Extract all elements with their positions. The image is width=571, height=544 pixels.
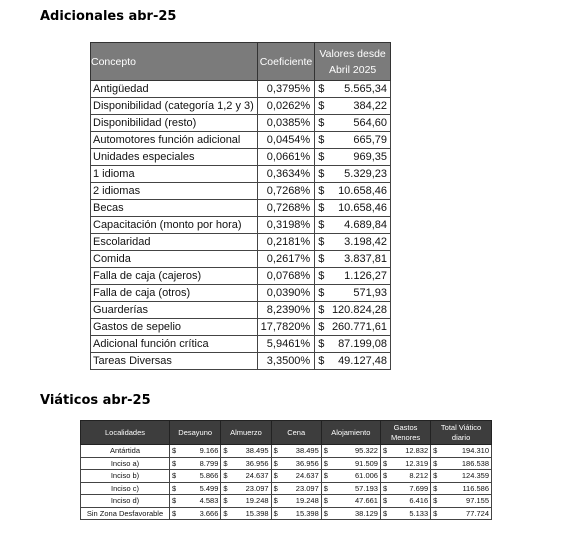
table-row [91,268,391,285]
currency-cell: $ [315,81,328,98]
almuerzo-cell: 15.398 [231,507,271,520]
concepto-cell: Escolaridad [91,234,258,251]
coeficiente-cell: 0,2181% [257,234,315,251]
currency-cell: $ [271,445,282,458]
currency-cell: $ [315,268,328,285]
table-row [81,445,492,458]
header-alojamiento: Alojamiento [321,421,380,445]
currency-cell: $ [315,319,328,336]
concepto-cell: Tareas Diversas [91,353,258,370]
cena-cell: 24.637 [282,470,322,483]
header-cena: Cena [271,421,321,445]
localidad-cell: Inciso c) [81,482,170,495]
currency-cell: $ [315,166,328,183]
total-cell: 124.359 [441,470,491,483]
concepto-cell: Capacitación (monto por hora) [91,217,258,234]
currency-cell: $ [221,482,232,495]
localidad-cell: Antártida [81,445,170,458]
coeficiente-cell: 0,0390% [257,285,315,302]
coeficiente-cell: 17,7820% [257,319,315,336]
valor-cell: 5.329,23 [328,166,391,183]
header-coeficiente: Coeficiente [257,43,315,81]
currency-cell: $ [221,457,232,470]
table-row [91,285,391,302]
header-total-line2: diario [451,432,471,442]
almuerzo-cell: 19.248 [231,495,271,508]
currency-cell: $ [271,482,282,495]
table-row [91,166,391,183]
localidad-cell: Inciso b) [81,470,170,483]
currency-cell: $ [315,217,328,234]
currency-cell: $ [321,482,332,495]
almuerzo-cell: 38.495 [231,445,271,458]
valor-cell: 1.126,27 [328,268,391,285]
currency-cell: $ [221,495,232,508]
coeficiente-cell: 0,0385% [257,115,315,132]
currency-cell: $ [315,285,328,302]
cena-cell: 15.398 [282,507,322,520]
header-localidades: Localidades [81,421,170,445]
currency-cell: $ [315,149,328,166]
table-row [91,251,391,268]
header-gastos-menores [380,421,430,445]
currency-cell: $ [380,470,391,483]
alojamiento-cell: 91.509 [332,457,381,470]
valor-cell: 10.658,46 [328,200,391,217]
currency-cell: $ [315,336,328,353]
table-row [81,507,492,520]
currency-cell: $ [170,470,181,483]
currency-cell: $ [315,200,328,217]
concepto-cell: Guarderías [91,302,258,319]
almuerzo-cell: 36.956 [231,457,271,470]
concepto-cell: Disponibilidad (resto) [91,115,258,132]
coeficiente-cell: 0,0768% [257,268,315,285]
currency-cell: $ [170,495,181,508]
valor-cell: 665,79 [328,132,391,149]
table-row [91,234,391,251]
header-concepto: Concepto [91,43,258,81]
coeficiente-cell: 5,9461% [257,336,315,353]
section-title-viaticos: Viáticos abr-25 [40,393,151,408]
table-row [91,183,391,200]
valor-cell: 49.127,48 [328,353,391,370]
table-row [91,336,391,353]
coeficiente-cell: 0,3795% [257,81,315,98]
concepto-cell: Disponibilidad (categoría 1,2 y 3) [91,98,258,115]
coeficiente-cell: 0,0454% [257,132,315,149]
desayuno-cell: 8.799 [180,457,221,470]
cena-cell: 19.248 [282,495,322,508]
gastos-cell: 7.699 [391,482,431,495]
section-title-adicionales: Adicionales abr-25 [40,9,177,24]
coeficiente-cell: 0,0262% [257,98,315,115]
total-cell: 186.538 [441,457,491,470]
desayuno-cell: 3.666 [180,507,221,520]
valor-cell: 5.565,34 [328,81,391,98]
currency-cell: $ [431,445,442,458]
gastos-cell: 12.832 [391,445,431,458]
almuerzo-cell: 24.637 [231,470,271,483]
currency-cell: $ [170,507,181,520]
desayuno-cell: 5.866 [180,470,221,483]
adicionales-header-row [91,43,391,81]
concepto-cell: Becas [91,200,258,217]
valor-cell: 87.199,08 [328,336,391,353]
currency-cell: $ [315,115,328,132]
valor-cell: 3.198,42 [328,234,391,251]
valor-cell: 4.689,84 [328,217,391,234]
currency-cell: $ [221,470,232,483]
currency-cell: $ [315,234,328,251]
gastos-cell: 8.212 [391,470,431,483]
localidad-cell: Sin Zona Desfavorable [81,507,170,520]
table-row [91,319,391,336]
currency-cell: $ [170,482,181,495]
coeficiente-cell: 0,2617% [257,251,315,268]
coeficiente-cell: 0,7268% [257,200,315,217]
currency-cell: $ [321,445,332,458]
header-gastos-line2: Menores [390,432,421,442]
currency-cell: $ [315,132,328,149]
valor-cell: 969,35 [328,149,391,166]
alojamiento-cell: 47.661 [332,495,381,508]
header-almuerzo: Almuerzo [221,421,271,445]
coeficiente-cell: 3,3500% [257,353,315,370]
gastos-cell: 6.416 [391,495,431,508]
coeficiente-cell: 0,3634% [257,166,315,183]
header-gastos-line1: Gastos [393,422,418,432]
desayuno-cell: 9.166 [180,445,221,458]
valor-cell: 3.837,81 [328,251,391,268]
header-desayuno: Desayuno [170,421,221,445]
currency-cell: $ [221,445,232,458]
alojamiento-cell: 61.006 [332,470,381,483]
currency-cell: $ [380,445,391,458]
table-row [91,302,391,319]
concepto-cell: Falla de caja (otros) [91,285,258,302]
currency-cell: $ [321,470,332,483]
table-row [91,98,391,115]
localidad-cell: Inciso a) [81,457,170,470]
header-valores [315,43,391,81]
currency-cell: $ [380,495,391,508]
total-cell: 194.310 [441,445,491,458]
concepto-cell: Falla de caja (cajeros) [91,268,258,285]
table-row [81,482,492,495]
adicionales-table [90,42,391,370]
currency-cell: $ [431,507,442,520]
table-row [81,470,492,483]
table-row [91,149,391,166]
currency-cell: $ [321,495,332,508]
concepto-cell: Unidades especiales [91,149,258,166]
currency-cell: $ [380,482,391,495]
table-row [91,353,391,370]
gastos-cell: 12.319 [391,457,431,470]
currency-cell: $ [170,457,181,470]
concepto-cell: 1 idioma [91,166,258,183]
cena-cell: 23.097 [282,482,322,495]
currency-cell: $ [271,457,282,470]
currency-cell: $ [271,495,282,508]
header-valores-line1: Valores desde [319,47,386,60]
almuerzo-cell: 23.097 [231,482,271,495]
currency-cell: $ [431,495,442,508]
concepto-cell: Antigüedad [91,81,258,98]
cena-cell: 36.956 [282,457,322,470]
valor-cell: 260.771,61 [328,319,391,336]
coeficiente-cell: 0,3198% [257,217,315,234]
concepto-cell: Comida [91,251,258,268]
currency-cell: $ [321,457,332,470]
concepto-cell: 2 idiomas [91,183,258,200]
total-cell: 97.155 [441,495,491,508]
header-total-line1: Total Viático [440,422,482,432]
currency-cell: $ [431,457,442,470]
currency-cell: $ [315,353,328,370]
currency-cell: $ [170,445,181,458]
currency-cell: $ [321,507,332,520]
currency-cell: $ [431,470,442,483]
coeficiente-cell: 0,0661% [257,149,315,166]
currency-cell: $ [315,251,328,268]
currency-cell: $ [271,507,282,520]
total-cell: 116.586 [441,482,491,495]
currency-cell: $ [380,457,391,470]
valor-cell: 571,93 [328,285,391,302]
currency-cell: $ [315,98,328,115]
table-row [81,495,492,508]
viaticos-header-row [81,421,492,445]
concepto-cell: Automotores función adicional [91,132,258,149]
alojamiento-cell: 95.322 [332,445,381,458]
table-row [91,217,391,234]
gastos-cell: 5.133 [391,507,431,520]
coeficiente-cell: 8,2390% [257,302,315,319]
viaticos-table [80,420,492,520]
currency-cell: $ [271,470,282,483]
total-cell: 77.724 [441,507,491,520]
desayuno-cell: 4.583 [180,495,221,508]
currency-cell: $ [380,507,391,520]
currency-cell: $ [315,302,328,319]
coeficiente-cell: 0,7268% [257,183,315,200]
currency-cell: $ [431,482,442,495]
header-total-viatico [431,421,492,445]
valor-cell: 120.824,28 [328,302,391,319]
alojamiento-cell: 38.129 [332,507,381,520]
localidad-cell: Inciso d) [81,495,170,508]
table-row [91,132,391,149]
table-row [91,115,391,132]
header-valores-line2: Abril 2025 [328,63,377,76]
cena-cell: 38.495 [282,445,322,458]
valor-cell: 10.658,46 [328,183,391,200]
concepto-cell: Gastos de sepelio [91,319,258,336]
table-row [91,200,391,217]
concepto-cell: Adicional función crítica [91,336,258,353]
table-row [91,81,391,98]
currency-cell: $ [315,183,328,200]
valor-cell: 384,22 [328,98,391,115]
currency-cell: $ [221,507,232,520]
desayuno-cell: 5.499 [180,482,221,495]
valor-cell: 564,60 [328,115,391,132]
table-row [81,457,492,470]
alojamiento-cell: 57.193 [332,482,381,495]
